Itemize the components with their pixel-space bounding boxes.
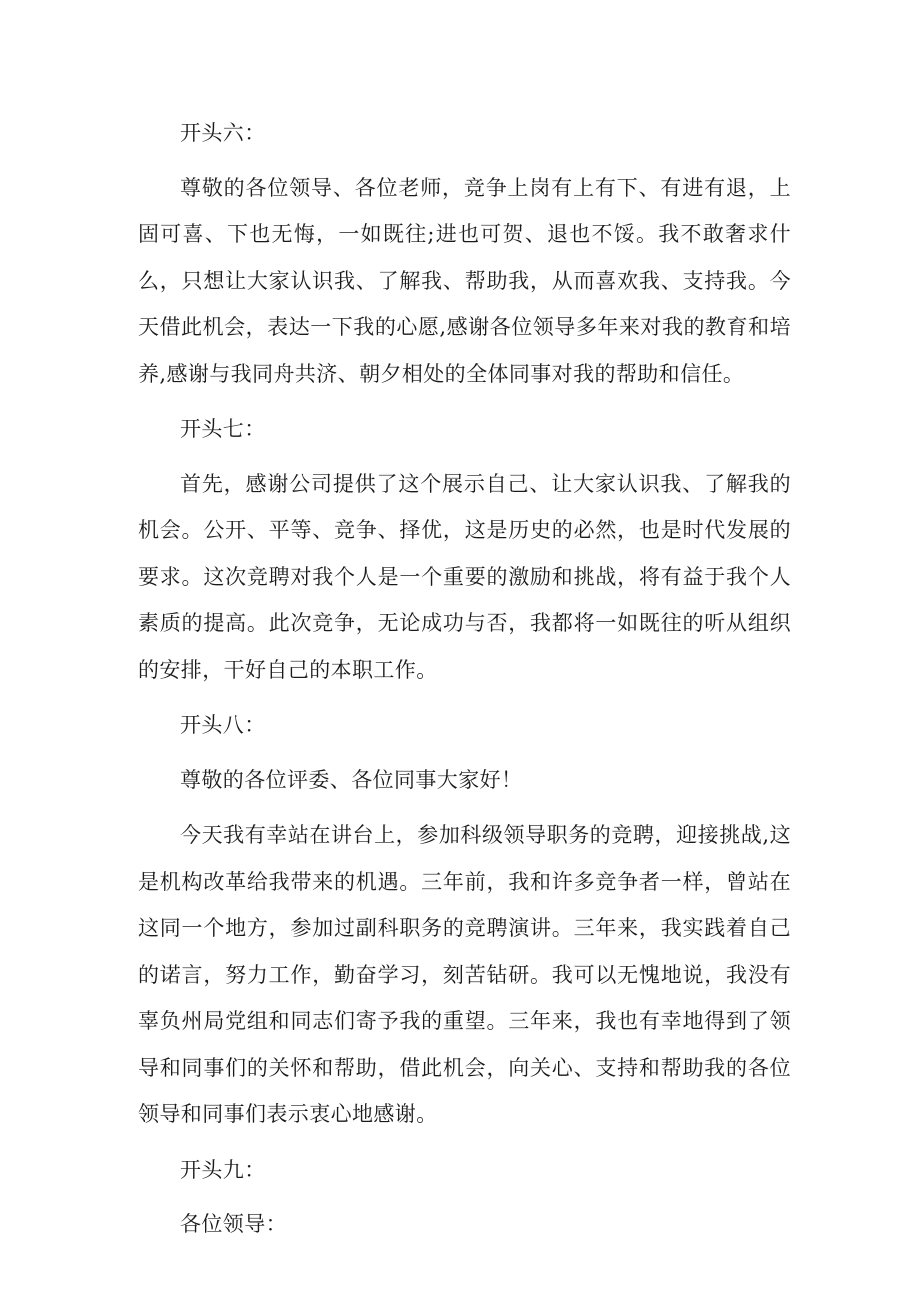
section-heading-9: 开头九： (180, 1157, 266, 1182)
paragraph-8-1: 尊敬的各位评委、各位同事大家好！ (180, 767, 523, 792)
document-body (138, 110, 791, 1257)
paragraph-6-1: 尊敬的各位领导、各位老师，竞争上岗有上有下、有进有退，上固可喜、下也无悔，一如既往;进也可贺、退也不馁。我不敢奢求什么，只想让大家认识我、了解我、帮助我，从而喜欢我、支持我。今天借此机会，表达一下我的心愿,感谢各位领导多年来对我的教育和培养,感谢与我同舟共济、朝夕相处的全体同事对我的帮助和信任。 (138, 175, 791, 386)
section-heading-7: 开头七： (180, 417, 266, 441)
section-heading-8: 开头八： (180, 713, 266, 737)
paragraph-7-1: 首先，感谢公司提供了这个展示自己、让大家认识我、了解我的机会。公开、平等、竞争、择优，这是历史的必然，也是时代发展的要求。这次竞聘对我个人是一个重要的激励和挑战，将有益于我个人素质的提高。此次竞争，无论成功与否，我都将一如既往的听从组织的安排，干好自己的本职工作。 (138, 471, 791, 682)
section-heading-6: 开头六： (180, 121, 266, 145)
paragraph-9-1: 各位领导： (180, 1212, 287, 1236)
paragraph-8-2: 今天我有幸站在讲台上，参加科级领导职务的竞聘，迎接挑战,这是机构改革给我带来的机遇。三年前，我和许多竞争者一样，曾站在这同一个地方，参加过副科职务的竞聘演讲。三年来，我实践着自己的诺言，努力工作，勤奋学习，刻苦钻研。我可以无愧地说，我没有辜负州局党组和同志们寄予我的重望。三年来，我也有幸地得到了领导和同事们的关怀和帮助，借此机会，向关心、支持和帮助我的各位领导和同事们表示衷心地感谢。 (138, 823, 791, 1126)
